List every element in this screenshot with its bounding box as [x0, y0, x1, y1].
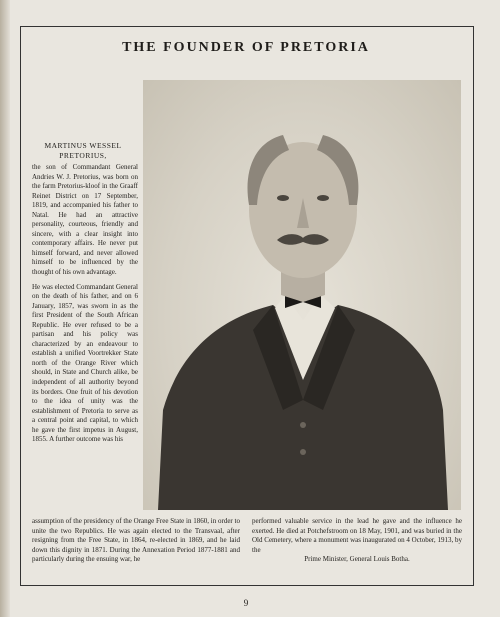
book-spine-shadow — [0, 0, 10, 617]
subject-name-line1: MARTINUS WESSEL — [44, 141, 122, 150]
biography-signature-line: Prime Minister, General Louis Botha. — [304, 555, 410, 563]
subject-name — [28, 141, 138, 161]
page-number: 9 — [243, 598, 249, 608]
page-title: THE FOUNDER OF PRETORIA — [122, 40, 370, 55]
biography-continued-right — [252, 517, 462, 565]
biography-paragraph-2: He was elected Commandant General on the death of his father, and on 6 January, 1857, was sworn in as the first President of the South African Republic. He ever refused to be a partisan and his policy was characterized by an endeavour to establish a unified Voortrekker State north of the Orange River which should, in State and Church alike, be independent of all authority beyond its borders. One fruit of his devotion to the idea of unity was the establishment of Pretoria to serve as a central point and capital, to which he gave the first impetus in August, 1855. A further outcome was his — [32, 282, 138, 444]
portrait-illustration — [143, 80, 461, 510]
biography-column — [32, 163, 138, 450]
biography-continued-left: assumption of the presidency of the Orange Free State in 1860, in order to unite the two Republics. He was again elected to the Transvaal, after resigning from the Free State, in 1864, re-elected in 1869, and he laid down this dignity in 1871. During the Annexation Period 1877-1881 and particularly during the ensuing war, he — [32, 517, 240, 563]
biography-paragraph-1: the son of Commandant General Andries W. J. Pretorius, was born on the farm Pretorius-kloof in the Graaff Reinet District on 17 September, 1819, and accompanied his father to Natal. He had an attractive personality, courteous, friendly and sincere, with a clear insight into contemporary affairs. He never put himself forward, and never allowed himself to be influenced by the thought of his own advantage. — [32, 163, 138, 277]
portrait-photo — [143, 80, 461, 510]
subject-name-line2: PRETORIUS, — [59, 151, 107, 160]
biography-closing-text: performed valuable service in the lead he gave and the influence he exerted. He died at Potchefstroom on 18 May, 1901, and was buried in the Old Cemetery, where a monument was inaugurated on 4 October, 1913, by the — [252, 517, 462, 554]
